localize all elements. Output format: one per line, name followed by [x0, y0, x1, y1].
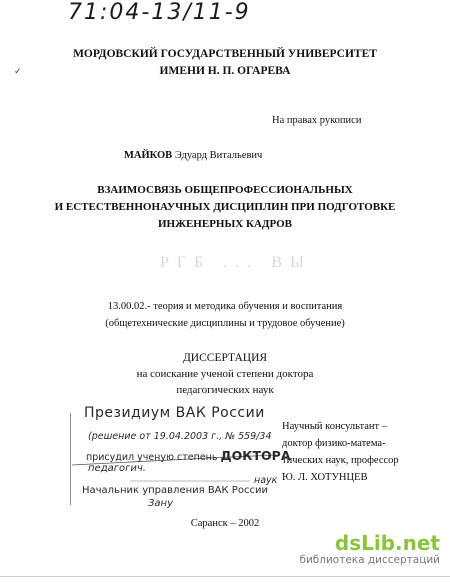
stamp-degree: ДОКТОРА	[220, 448, 291, 463]
vak-approval-stamp	[70, 405, 291, 511]
university-dedication: ИМЕНИ Н. П. ОГАРЕВА	[159, 65, 291, 77]
university-header	[0, 46, 450, 80]
title-line-1: ВЗАИМОСВЯЗЬ ОБЩЕПРОФЕССИОНАЛЬНЫХ	[97, 184, 353, 196]
title-line-2: И ЕСТЕСТВЕННОНАУЧНЫХ ДИСЦИПЛИН ПРИ ПОДГОТОВКЕ	[54, 201, 396, 213]
watermark-brand: dsLib.net	[334, 531, 440, 555]
dslib-watermark	[299, 532, 440, 566]
stamp-field: педагогич.	[88, 463, 146, 474]
specialty-block	[0, 298, 450, 332]
handwritten-catalog-number: 71:04-13/11-9	[68, 0, 251, 25]
stamp-awarded-prefix: присудил ученую степень	[86, 452, 218, 463]
faint-library-stamp: РГБ ... ВЫ	[160, 254, 312, 271]
degree-sought: на соискание ученой степени доктора	[136, 368, 314, 380]
stamp-decision: (решение от 19.04.2003 г., № 559/34	[88, 431, 272, 442]
consultant-label: Научный консультант –	[282, 421, 387, 432]
scientific-consultant	[282, 418, 399, 486]
margin-check-mark: ✓	[14, 66, 22, 76]
stamp-field-suffix: наук	[254, 475, 278, 486]
place-and-year: Саранск – 2002	[190, 518, 260, 529]
specialty-code: 13.00.02.- теория и методика обучения и воспитания	[107, 301, 343, 312]
degree-field: педагогических наук	[176, 384, 274, 396]
dissertation-title	[0, 182, 450, 233]
title-line-3: ИНЖЕНЕРНЫХ КАДРОВ	[157, 218, 293, 230]
stamp-signature: Зану	[148, 498, 173, 509]
stamp-awarded	[86, 448, 291, 463]
dissertation-label: ДИССЕРТАЦИЯ	[182, 352, 268, 364]
dissertation-block	[0, 350, 450, 398]
watermark-caption: библиотека диссертаций	[299, 554, 440, 566]
consultant-degree-cont: тических наук, профессор	[282, 455, 399, 466]
bottom-edge-shadow	[0, 576, 450, 577]
consultant-degree: доктор физико-матема-	[282, 438, 386, 449]
author-given-names: Эдуард Витальевич	[174, 150, 263, 161]
university-name: МОРДОВСКИЙ ГОСУДАРСТВЕННЫЙ УНИВЕРСИТЕТ	[73, 48, 377, 60]
manuscript-rights-note: На правах рукописи	[272, 115, 362, 126]
author-name	[124, 150, 262, 161]
stamp-title: Президиум ВАК России	[84, 405, 265, 421]
specialty-detail: (общетехнические дисциплины и трудовое обучение)	[105, 318, 345, 329]
consultant-name: Ю. Л. ХОТУНЦЕВ	[282, 472, 368, 483]
stamp-head-of-department: Начальник управления ВАК России	[82, 485, 268, 496]
author-surname: МАЙКОВ	[124, 150, 173, 161]
